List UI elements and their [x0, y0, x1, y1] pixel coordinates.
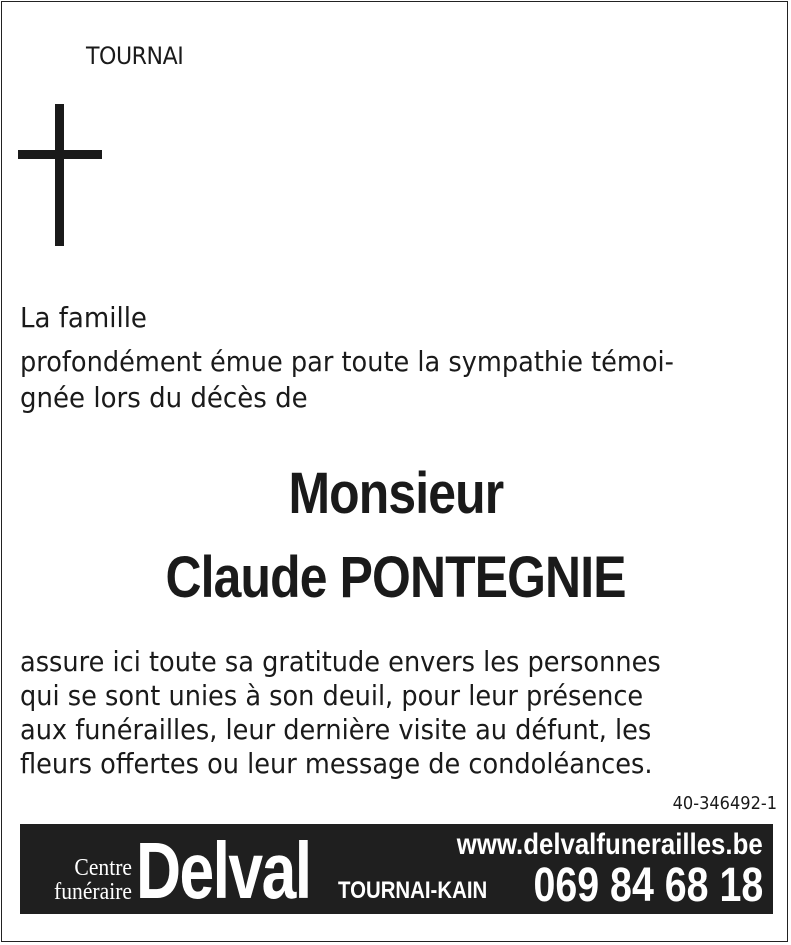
intro-line-2: gnée lors du décès de: [20, 381, 308, 414]
funeral-home-label-line-2: funéraire: [54, 879, 132, 905]
cross-icon: [18, 104, 102, 246]
funeral-home-label: [44, 856, 132, 904]
funeral-home-label-line-1: Centre: [74, 855, 132, 881]
message-line-3: aux funérailles, leur dernière visite au défunt, les: [20, 713, 652, 746]
intro-line-1: profondément émue par toute la sympathie témoi-: [20, 345, 674, 378]
funeral-home-banner: [20, 824, 773, 914]
deceased-title-text: Monsieur: [288, 461, 503, 526]
funeral-home-phone: 069 84 68 18: [533, 859, 763, 912]
funeral-home-website: www.delvalfunerailles.be: [457, 828, 763, 861]
deceased-title: [0, 462, 791, 526]
cross-horizontal-bar: [18, 150, 102, 159]
funeral-home-name: Delval: [136, 826, 311, 914]
location-label: TOURNAI: [86, 42, 184, 70]
reference-number: 40-346492-1: [672, 793, 777, 814]
message-line-2: qui se sont unies à son deuil, pour leur présence: [20, 679, 644, 712]
deceased-name-text: Claude PONTEGNIE: [165, 545, 626, 610]
deceased-name: [0, 546, 791, 610]
message-line-1: assure ici toute sa gratitude envers les personnes: [20, 645, 661, 678]
funeral-home-city: TOURNAI-KAIN: [338, 877, 488, 904]
cross-vertical-bar: [55, 104, 64, 246]
message-line-4: fleurs offertes ou leur message de condoléances.: [20, 747, 653, 780]
intro-family: La famille: [20, 301, 147, 334]
